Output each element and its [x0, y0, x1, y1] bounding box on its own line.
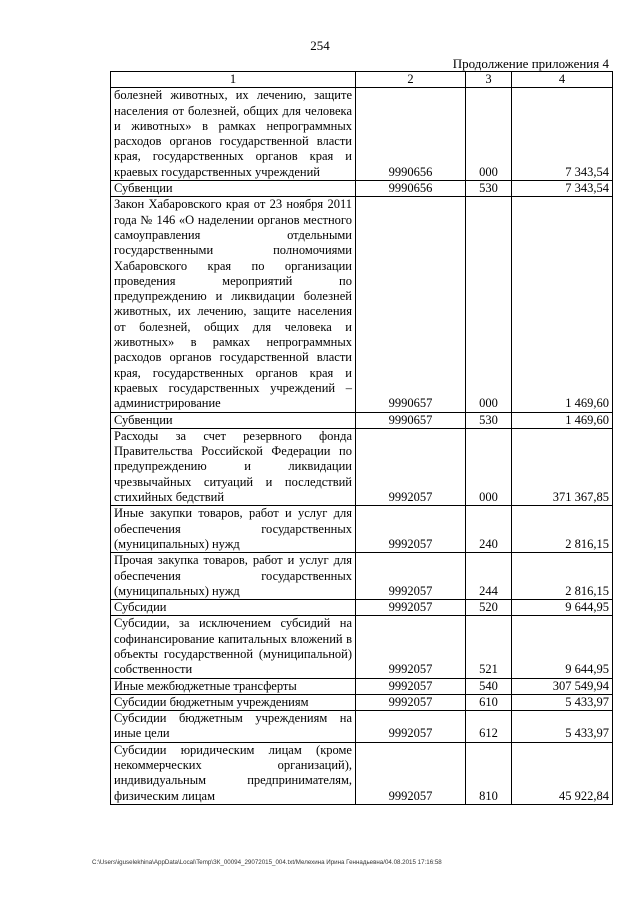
page-number: 254: [310, 38, 330, 53]
code-cell: 9990656: [356, 88, 466, 181]
code-cell: 9992057: [356, 742, 466, 804]
table-row: [111, 197, 613, 412]
table-row: [111, 553, 613, 600]
file-path-footer: C:\Users\iguselekhina\AppData\Local\Temp\ЗК_00094_29072015_004.txt/Мелехина Ирина Геннадьевна/04.08.2015 17:16:58: [92, 859, 442, 866]
description-cell: Закон Хабаровского края от 23 ноября 2011 года № 146 «О наделении органов местного самоуправления отдельными государственными полномочиями Хабаровского края по организации проведения мероприятий по предупреждению и ликвидации болезней животных, их лечению, защите населения от болезней, общих для человека и животных» в рамках непрограммных расходов органов государственной власти края, государственных органов края и краевых государственных учреждений – администрирование: [111, 197, 356, 412]
column-header: 3: [466, 72, 512, 88]
table-row: [111, 506, 613, 553]
expense-type-cell: 530: [466, 181, 512, 197]
header-row: [111, 72, 613, 88]
expense-type-cell: 530: [466, 412, 512, 428]
amount-cell: 1 469,60: [512, 412, 613, 428]
code-cell: 9990657: [356, 197, 466, 412]
expense-type-cell: 612: [466, 711, 512, 743]
amount-cell: 7 343,54: [512, 181, 613, 197]
code-cell: 9992057: [356, 553, 466, 600]
amount-cell: 2 816,15: [512, 553, 613, 600]
column-header: 4: [512, 72, 613, 88]
description-cell: болезней животных, их лечению, защите населения от болезней, общих для человека и животных» в рамках непрограммных расходов органов государственной власти края, государственных органов края и краевых государственных учреждений: [111, 88, 356, 181]
amount-cell: 371 367,85: [512, 428, 613, 505]
code-cell: 9990657: [356, 412, 466, 428]
code-cell: 9992057: [356, 616, 466, 678]
table-row: [111, 600, 613, 616]
table-row: [111, 181, 613, 197]
description-cell: Расходы за счет резервного фонда Правительства Российской Федерации по предупреждению и ликвидации чрезвычайных ситуаций и последствий стихийных бедствий: [111, 428, 356, 505]
expense-type-cell: 520: [466, 600, 512, 616]
amount-cell: 9 644,95: [512, 616, 613, 678]
table-row: [111, 616, 613, 678]
code-cell: 9992057: [356, 711, 466, 743]
table-row: [111, 88, 613, 181]
table-row: [111, 678, 613, 694]
amount-cell: 2 816,15: [512, 506, 613, 553]
description-cell: Субвенции: [111, 181, 356, 197]
code-cell: 9992057: [356, 506, 466, 553]
expense-type-cell: 000: [466, 428, 512, 505]
description-cell: Прочая закупка товаров, работ и услуг для обеспечения государственных (муниципальных) нужд: [111, 553, 356, 600]
expense-type-cell: 244: [466, 553, 512, 600]
amount-cell: 7 343,54: [512, 88, 613, 181]
expense-type-cell: 240: [466, 506, 512, 553]
column-header: 1: [111, 72, 356, 88]
table-row: [111, 428, 613, 505]
amount-cell: 307 549,94: [512, 678, 613, 694]
table-row: [111, 711, 613, 743]
amount-cell: 1 469,60: [512, 197, 613, 412]
description-cell: Субсидии, за исключением субсидий на софинансирование капитальных вложений в объекты государственной (муниципальной) собственности: [111, 616, 356, 678]
budget-table: [110, 71, 613, 805]
expense-type-cell: 810: [466, 742, 512, 804]
table-row: [111, 412, 613, 428]
code-cell: 9992057: [356, 428, 466, 505]
expense-type-cell: 521: [466, 616, 512, 678]
amount-cell: 45 922,84: [512, 742, 613, 804]
description-cell: Субвенции: [111, 412, 356, 428]
description-cell: Субсидии бюджетным учреждениям: [111, 694, 356, 710]
amount-cell: 5 433,97: [512, 711, 613, 743]
description-cell: Субсидии юридическим лицам (кроме некоммерческих организаций), индивидуальным предпринимателям, физическим лицам: [111, 742, 356, 804]
description-cell: Субсидии бюджетным учреждениям на иные цели: [111, 711, 356, 743]
expense-type-cell: 000: [466, 88, 512, 181]
continuation-label: Продолжение приложения 4: [452, 56, 609, 71]
table-row: [111, 694, 613, 710]
table-row: [111, 742, 613, 804]
description-cell: Субсидии: [111, 600, 356, 616]
code-cell: 9992057: [356, 694, 466, 710]
description-cell: Иные закупки товаров, работ и услуг для обеспечения государственных (муниципальных) нужд: [111, 506, 356, 553]
description-cell: Иные межбюджетные трансферты: [111, 678, 356, 694]
expense-type-cell: 540: [466, 678, 512, 694]
amount-cell: 5 433,97: [512, 694, 613, 710]
column-header: 2: [356, 72, 466, 88]
code-cell: 9990656: [356, 181, 466, 197]
amount-cell: 9 644,95: [512, 600, 613, 616]
code-cell: 9992057: [356, 600, 466, 616]
expense-type-cell: 000: [466, 197, 512, 412]
expense-type-cell: 610: [466, 694, 512, 710]
code-cell: 9992057: [356, 678, 466, 694]
